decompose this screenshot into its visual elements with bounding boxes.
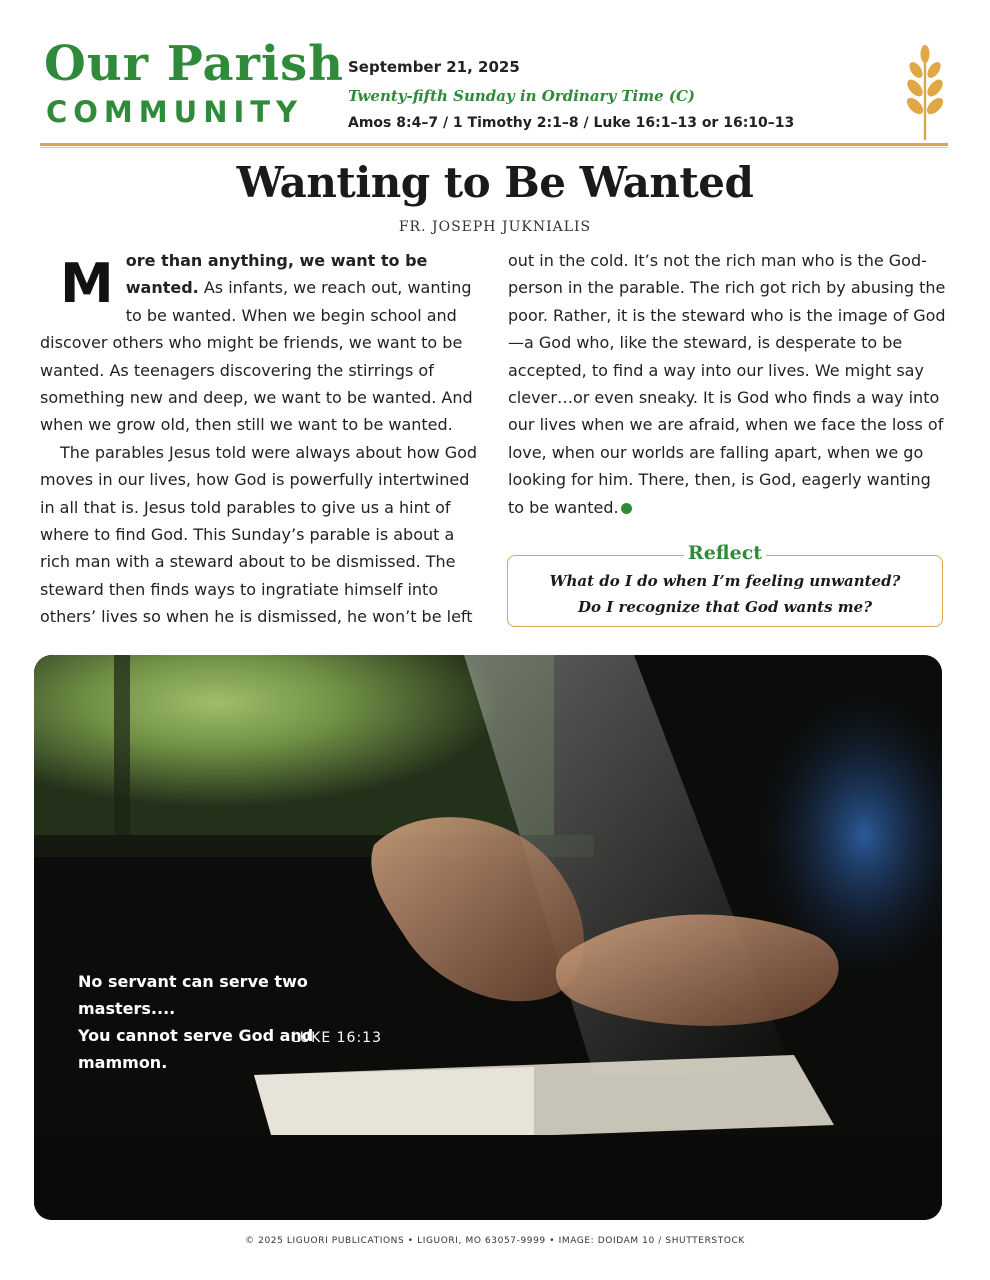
reflect-question-1: What do I do when I’m feeling unwanted?	[549, 572, 901, 590]
praying-hands-illustration	[34, 655, 942, 1220]
footer-credit: © 2025 LIGUORI PUBLICATIONS • LIGUORI, MO 63057-9999 • IMAGE: DOIDAM 10 / SHUTTERSTOCK	[245, 1236, 745, 1246]
wheat-icon	[902, 44, 948, 140]
header-rule-thin	[40, 147, 948, 148]
drop-cap: M	[60, 252, 114, 315]
quote-line-2: You cannot serve God and mammon.	[78, 1026, 314, 1072]
feature-photo	[34, 655, 942, 1220]
article-paragraph-2-continued	[508, 247, 950, 521]
article-title: Wanting to Be Wanted	[236, 158, 754, 207]
reflect-heading	[508, 542, 942, 564]
quote-reference: LUKE 16:13	[291, 1030, 382, 1046]
header-rule	[40, 143, 948, 146]
quote-line-1: No servant can serve two masters....	[78, 972, 308, 1018]
reflect-question-2: Do I recognize that God wants me?	[577, 598, 872, 616]
end-mark-icon	[621, 503, 632, 514]
reflect-label: Reflect	[684, 542, 766, 564]
scripture-quote	[78, 968, 398, 1076]
issue-date: September 21, 2025	[348, 58, 520, 76]
article-author: FR. JOSEPH JUKNIALIS	[398, 219, 592, 235]
article-column-right	[508, 247, 950, 521]
reflect-box	[507, 542, 943, 627]
lead-sentence: ore than anything, we want to be wanted.	[125, 251, 428, 298]
article-paragraph-1	[40, 247, 478, 439]
logo-subtitle: COMMUNITY	[46, 95, 304, 129]
article-paragraph-2: The parables Jesus told were always about how God moves in our lives, how God is powerfully intertwined in all that is. Jesus told parables to give us a hint of where to find God. This Sunday’s parable is about a rich man with a steward about to be dismissed. The steward then finds ways to ingratiate himself into others’ lives so when he is dismissed, he won’t be left	[40, 442, 478, 627]
logo-title: Our Parish	[44, 36, 345, 92]
liturgical-day: Twenty-fifth Sunday in Ordinary Time (C)	[348, 87, 696, 105]
paragraph-2-continued-text: out in the cold. It’s not the rich man who is the God-person in the parable. The rich got rich by abusing the poor. Rather, it is the steward who is the image of God—a God who, like the steward, is desperate to be accepted, to find a way into our lives. We might say clever…or even sneaky. It is God who finds a way into our lives when we are afraid, when we face the loss of love, when our worlds are falling apart, when we go looking for him. There, then, is God, eagerly wanting to be wanted.	[508, 251, 946, 517]
readings: Amos 8:4–7 / 1 Timothy 2:1–8 / Luke 16:1–13 or 16:10–13	[348, 115, 795, 131]
paragraph-1-text: As infants, we reach out, wanting to be wanted. When we begin school and discover others who might be friends, we want to be wanted. As teenagers discovering the stirrings of something new and deep, we want to be wanted. And when we grow old, then still we want to be wanted.	[40, 278, 473, 435]
article-column-left	[40, 247, 478, 631]
masthead	[40, 38, 950, 142]
